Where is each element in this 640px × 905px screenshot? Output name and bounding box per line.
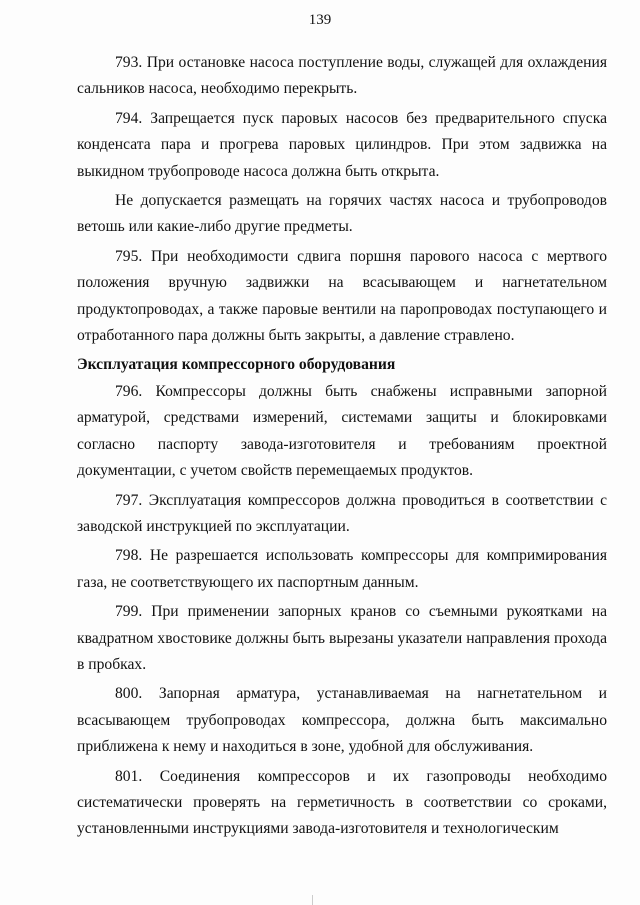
paragraph-794-continuation: Не допускается размещать на горячих частях насоса и трубопроводов ветошь или какие-либо другие предметы. [77, 192, 607, 236]
paragraph-794: 794. Запрещается пуск паровых насосов без предварительного спуска конденсата пара и прогрева паровых цилиндров. При этом задвижка на выкидном трубопроводе насоса должна быть открыта. [77, 109, 607, 180]
paragraph-801: 801. Соединения компрессоров и их газопроводы необходимо систематически проверять на герметичность в соответствии со сроками, установленными инструкциями завода-изготовителя и технологическим [77, 767, 607, 838]
scan-edge-mark [312, 895, 313, 905]
paragraph-796: 796. Компрессоры должны быть снабжены исправными запорной арматурой, средствами измерений, системами защиты и блокировками согласно паспорту завода-изготовителя и требованиям проектной документации, с учетом свойств перемещаемых продуктов. [77, 382, 607, 480]
paragraph-797: 797. Эксплуатация компрессоров должна проводиться в соответствии с заводской инструкцией по эксплуатации. [77, 491, 607, 535]
section-heading: Эксплуатация компрессорного оборудования [77, 356, 396, 374]
page-number: 139 [308, 12, 332, 28]
paragraph-795: 795. При необходимости сдвига поршня парового насоса с мертвого положения вручную задвижки на всасывающем и нагнетательном продуктопроводах, а также паровые вентили на паропроводах поступающего и отработанного пара должны быть закрыты, а давление стравлено. [77, 247, 607, 345]
paragraph-798: 798. Не разрешается использовать компрессоры для компримирования газа, не соответствующего их паспортным данным. [77, 547, 607, 591]
paragraph-800: 800. Запорная арматура, устанавливаемая на нагнетательном и всасывающем трубопроводах компрессора, должна быть максимально приближена к нему и находиться в зоне, удобной для обслуживания. [77, 685, 607, 756]
paragraph-799: 799. При применении запорных кранов со съемными рукоятками на квадратном хвостовике должны быть вырезаны указатели направления прохода в пробках. [77, 603, 607, 673]
document-body [77, 50, 607, 846]
paragraph-793: 793. При остановке насоса поступление воды, служащей для охлаждения сальников насоса, необходимо перекрыть. [77, 54, 607, 98]
